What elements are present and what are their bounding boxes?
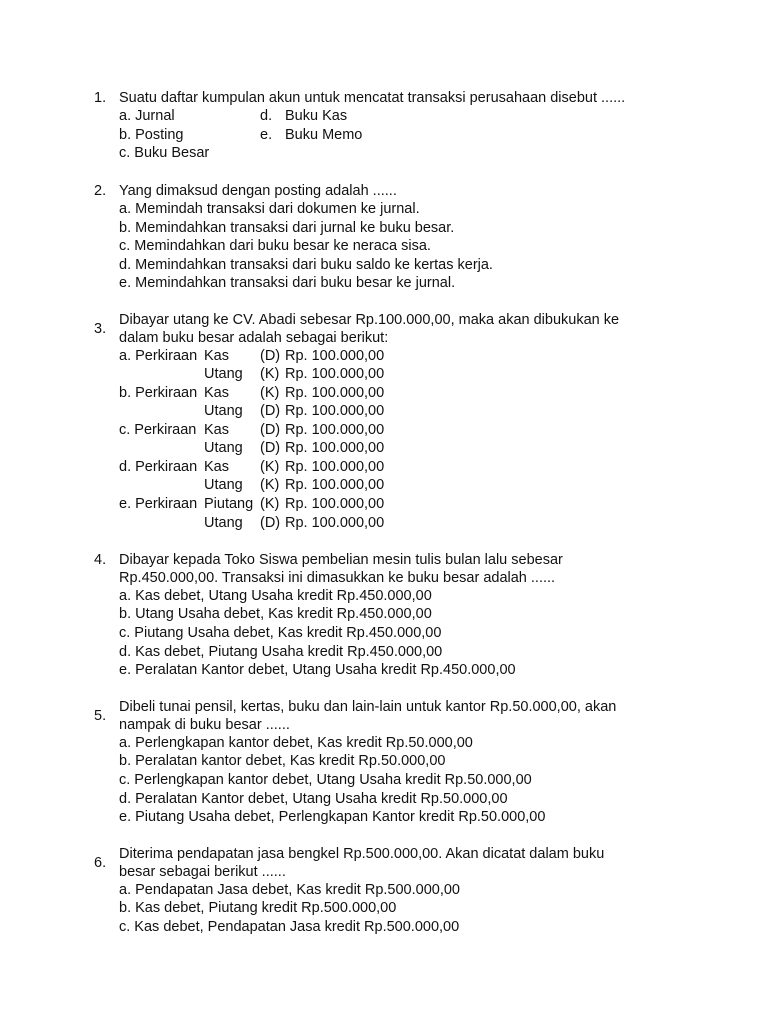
- debit-credit-side: (D): [260, 422, 281, 438]
- account-name: Utang: [204, 440, 243, 456]
- option-d-letter: d.: [260, 108, 273, 124]
- account-name: Utang: [204, 403, 243, 419]
- question-text-line-2: dalam buku besar adalah sebagai berikut:: [119, 330, 389, 346]
- debit-credit-side: (K): [260, 459, 280, 475]
- option-c: c. Piutang Usaha debet, Kas kredit Rp.450.000,00: [119, 625, 442, 641]
- debit-credit-side: (K): [260, 366, 280, 382]
- amount: Rp. 100.000,00: [285, 459, 385, 475]
- account-name: Kas: [204, 422, 229, 438]
- option-e-letter: e.: [260, 127, 273, 143]
- debit-credit-side: (D): [260, 348, 281, 364]
- account-name: Piutang: [204, 496, 254, 512]
- debit-credit-side: (D): [260, 440, 281, 456]
- option-d: d. Peralatan Kantor debet, Utang Usaha kredit Rp.50.000,00: [119, 791, 508, 807]
- option-c: c. Memindahkan dari buku besar ke neraca sisa.: [119, 238, 431, 254]
- amount: Rp. 100.000,00: [285, 496, 385, 512]
- amount: Rp. 100.000,00: [285, 440, 385, 456]
- option-a: a. Jurnal: [119, 108, 175, 124]
- option-e: Buku Memo: [285, 127, 363, 143]
- question-number: 2.: [94, 183, 107, 199]
- account-name: Kas: [204, 459, 229, 475]
- account-name: Kas: [204, 348, 229, 364]
- question-number: 5.: [94, 708, 107, 724]
- option-label: e. Perkiraan: [119, 496, 198, 512]
- option-a: a. Kas debet, Utang Usaha kredit Rp.450.000,00: [119, 588, 432, 604]
- option-c: c. Buku Besar: [119, 145, 210, 161]
- debit-credit-side: (K): [260, 385, 280, 401]
- debit-credit-side: (K): [260, 477, 280, 493]
- amount: Rp. 100.000,00: [285, 477, 385, 493]
- option-label: a. Perkiraan: [119, 348, 198, 364]
- option-c: c. Perlengkapan kantor debet, Utang Usaha kredit Rp.50.000,00: [119, 772, 532, 788]
- question-text-line-2: Rp.450.000,00. Transaksi ini dimasukkan ke buku besar adalah ......: [119, 570, 556, 586]
- question-text: Suatu daftar kumpulan akun untuk mencatat transaksi perusahaan disebut ......: [119, 90, 626, 106]
- option-label: b. Perkiraan: [119, 385, 198, 401]
- option-d: Buku Kas: [285, 108, 348, 124]
- amount: Rp. 100.000,00: [285, 403, 385, 419]
- option-label: c. Perkiraan: [119, 422, 197, 438]
- amount: Rp. 100.000,00: [285, 366, 385, 382]
- option-b: b. Kas debet, Piutang kredit Rp.500.000,00: [119, 900, 397, 916]
- option-b: b. Posting: [119, 127, 184, 143]
- option-e: e. Memindahkan transaksi dari buku besar ke jurnal.: [119, 275, 456, 291]
- question-text-line-2: besar sebagai berikut ......: [119, 864, 286, 880]
- question-number: 3.: [94, 321, 107, 337]
- account-name: Kas: [204, 385, 229, 401]
- amount: Rp. 100.000,00: [285, 515, 385, 531]
- question-text: Yang dimaksud dengan posting adalah ......: [119, 183, 397, 199]
- question-number: 1.: [94, 90, 107, 106]
- amount: Rp. 100.000,00: [285, 348, 385, 364]
- option-e: e. Peralatan Kantor debet, Utang Usaha kredit Rp.450.000,00: [119, 662, 516, 678]
- option-b: b. Utang Usaha debet, Kas kredit Rp.450.000,00: [119, 606, 432, 622]
- option-b: b. Memindahkan transaksi dari jurnal ke buku besar.: [119, 220, 455, 236]
- account-name: Utang: [204, 366, 243, 382]
- debit-credit-side: (K): [260, 496, 280, 512]
- option-a: a. Perlengkapan kantor debet, Kas kredit Rp.50.000,00: [119, 735, 473, 751]
- debit-credit-side: (D): [260, 403, 281, 419]
- question-text-line-1: Diterima pendapatan jasa bengkel Rp.500.000,00. Akan dicatat dalam buku: [119, 846, 605, 862]
- question-text-line-1: Dibayar kepada Toko Siswa pembelian mesin tulis bulan lalu sebesar: [119, 552, 563, 568]
- option-d: d. Kas debet, Piutang Usaha kredit Rp.450.000,00: [119, 644, 443, 660]
- question-text-line-2: nampak di buku besar ......: [119, 717, 290, 733]
- debit-credit-side: (D): [260, 515, 281, 531]
- option-a: a. Pendapatan Jasa debet, Kas kredit Rp.500.000,00: [119, 882, 460, 898]
- option-e: e. Piutang Usaha debet, Perlengkapan Kantor kredit Rp.50.000,00: [119, 809, 546, 825]
- amount: Rp. 100.000,00: [285, 422, 385, 438]
- option-label: d. Perkiraan: [119, 459, 198, 475]
- question-text-line-1: Dibayar utang ke CV. Abadi sebesar Rp.100.000,00, maka akan dibukukan ke: [119, 312, 620, 328]
- question-number: 4.: [94, 552, 107, 568]
- amount: Rp. 100.000,00: [285, 385, 385, 401]
- account-name: Utang: [204, 477, 243, 493]
- question-number: 6.: [94, 855, 107, 871]
- option-b: b. Peralatan kantor debet, Kas kredit Rp.50.000,00: [119, 753, 446, 769]
- option-d: d. Memindahkan transaksi dari buku saldo ke kertas kerja.: [119, 257, 493, 273]
- option-a: a. Memindah transaksi dari dokumen ke jurnal.: [119, 201, 420, 217]
- option-c: c. Kas debet, Pendapatan Jasa kredit Rp.500.000,00: [119, 919, 460, 935]
- account-name: Utang: [204, 515, 243, 531]
- question-text-line-1: Dibeli tunai pensil, kertas, buku dan lain-lain untuk kantor Rp.50.000,00, akan: [119, 699, 617, 715]
